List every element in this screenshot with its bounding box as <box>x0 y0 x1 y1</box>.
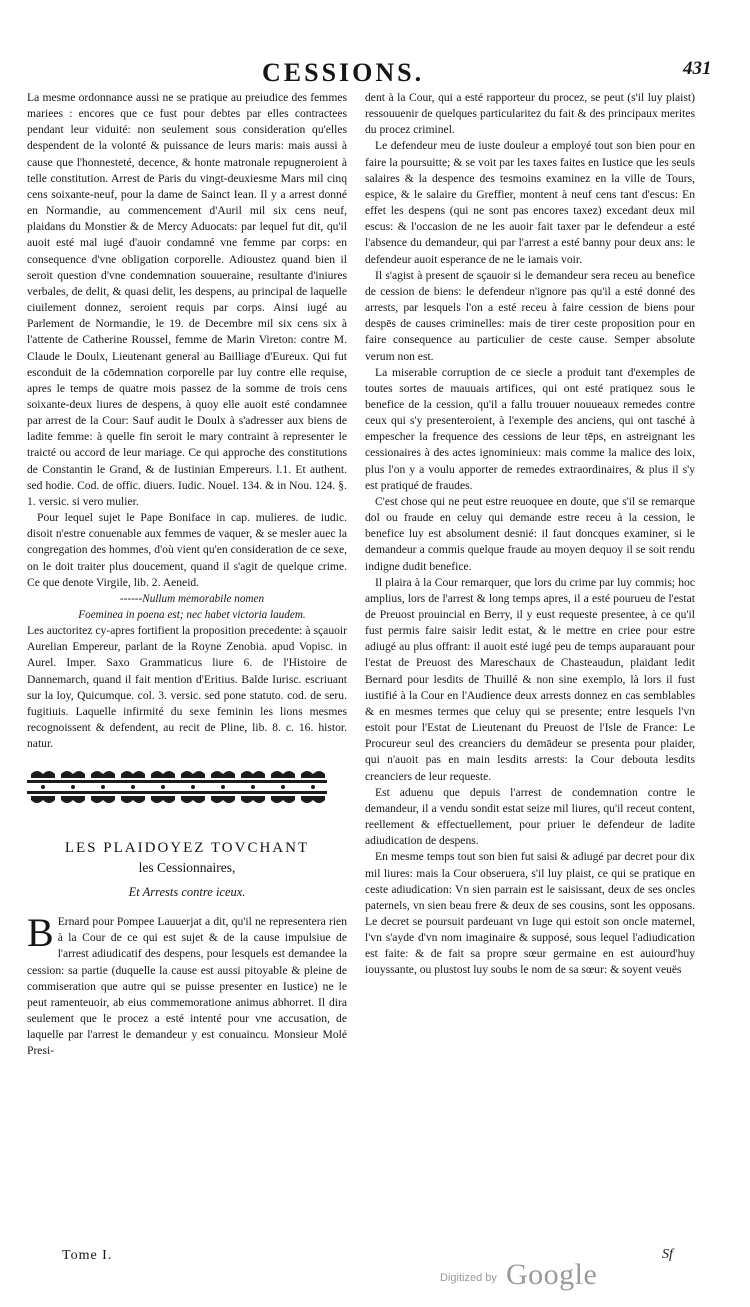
verse-line: ------Nullum memorabile nomen <box>119 592 265 605</box>
paragraph: La mesme ordonnance aussi ne se pratique au preiudice des femmes mariees : encores que ce fust pour debtes par elles contractees pendant leur viduité: non seulement sous consideration qu'elles despendent de la volonté & puissance de leurs maris: mais aussi à cause que l'honnesteté, decence, & honte matronale repugneroient à telle constitution. Arrest de Paris du vingt-deuxiesme Mars mil cinq cens soixante-neuf, pour la dame de Sainct Iean. Il y a arrest donné en Normandie, au commencement d'Auril mil six cens neuf, plaidans du Monstier & de Mercy Aduocats: par lequel fut dit, qu'il auoit esté mal iugé d'auoir condamné vne femme par corps: en consequence d'vne obligation corporelle. Adioustez quand bien il seroit question d'vne condemnation souueraine, resultante d'iniures verbales, de delit, & quasi delit, les despens, au principal de laquelle ciuilement donnez, seroient requis par corps. Ainsi iugé au Parlement de Normandie, le 19. de Decembre mil six cens six à l'attente de Catherine Roussel, femme de Marin Vireton: contre M. Claude le Doulx, Lieutenant general au Bailliage d'Eureux. Qui fut esconduit de la cōdemnation corporelle par luy contre elle requise, apres le temps de quatre mois passez de la somme de trois cens soixante-deux liures de despens, à quoy elle auoit esté condamnee par arrest de la Cour: Sauf audit le Doulx à s'adresser aux biens de ladite femme: à quelle fin seroit le mary contraint à representer le traicté ou accord de leur mariage. Ce qui approche des constitutions de Constantin le Grand, & de Iustinian Empereurs. l.1. Et authent. sed hodie. Cod. de offic. diuers. Iudic. Nouel. 134. & in Nou. 124. §. 1. versic. si vero mulier. <box>27 91 347 508</box>
paragraph: Est aduenu que depuis l'arrest de condemnation contre le demandeur, il a vendu sondit estat seize mil liures, qu'il receut content, reellement & effectuellement, pour priuer le defendeur de ladite adiudication de despens. <box>365 785 695 848</box>
opening-paragraph <box>27 910 347 1059</box>
paragraph: En mesme temps tout son bien fut saisi & adiugé par decret pour dix mil liures: mais la Cour obseruera, s'il luy plaist, ce qui se pratique en ceste adiudication: Vn sien parrain est le saisissant, deux de ses oncles paternels, vn sien beau frere & deux de ses cousins, sont les opposans. Le decret se poursuit pardeuant vn Iuge qui estoit son oncle maternel, l'vn s'ayde d'vn nom imaginaire & supposé, sous lequel l'adiudication est faite: & de fait sa propre sœur germaine en est auiourd'huy iouyssante, ou plustost luy soubs le nom de sa sœur: & soyent veuës <box>365 850 695 977</box>
paragraph: C'est chose qui ne peut estre reuoquee en doute, que s'il se remarque dol ou fraude en celuy qui demande estre receu à la cession, le benefice luy est absolument desnié: il faut doncques examiner, si le demandeur a commis quelque fraude au moyen dequoy il se soit rendu indigne dudit benefice. <box>365 494 695 573</box>
running-title: CESSIONS. <box>262 58 425 87</box>
paragraph: Pour lequel sujet le Pape Boniface in cap. mulieres. de iudic. disoit n'estre conuenable aux femmes de vaquer, & se mesler auec la congregation des hommes, d'où vient qu'en consideration de ce sexe, on le doit traiter plus doucement, quand il s'agit de quelque crime. Ce que denote Virgile, lib. 2. Aeneid. <box>27 511 347 589</box>
paragraph: Les auctoritez cy-apres fortifient la proposition precedente: à sçauoir Aurelian Empereur, parlant de la Royne Zenobia. apud Vopisc. in Aurel. Imper. Saxo Grammaticus liure 6. de l'Histoire de Dannemarch, quand il fait mention d'Eritius. Balde Iurisc. escriuant sur la loy, Quicumque. col. 3. versic. sed pone statuto. cod. de seru. fugitiuis. Laquelle infirmité du sexe feminin les lions mesmes recognoissent & defendent, au recit de Pline, lib. 8. c. 16. histor. natur. <box>27 624 347 751</box>
paragraph: La miserable corruption de ce siecle a produit tant d'exemples de toutes sortes de mauuais artifices, qui ont esté pratiquez sous le benefice de la cession, qu'il a fallu trouuer nouueaux remedes contre ceux qui s'y presenteroient, à l'exemple des anciens, qui ont tasché à empescher la frequence des cessions de leur tēps, en astreignant les cessionaires à des actes ignominieux: mais comme la malice des loix, plus l'on y a voulu apporter de remedes extraordinaires, & plus il s'y est pratiqué de fraudes. <box>365 365 695 492</box>
signature-mark: Sf <box>662 1247 673 1262</box>
verse-line: Foeminea in poena est; nec habet victoria laudem. <box>78 609 306 621</box>
paragraph: Le defendeur meu de iuste douleur a employé tout son bien pour en faire la poursuitte; & se voit par les taxes faites en Iustice que les seuls salaires & la despence des tesmoins examinez en la ville de Tours, espice, & le salaire du Greffier, montent à neuf cens tant d'escus: En effet les despens (qui ne sont pas encores taxez) excedant deux mil escus: & l'occasion de ne les auoir fait taxer par le defendeur a esté l'absence du demandeur, qui par l'arrest a esté banny pour deux ans: le defendeur auoit esperance de ne le iamais voir. <box>365 139 695 266</box>
watermark-prefix: Digitized by <box>440 1272 497 1284</box>
paragraph: Il s'agist à present de sçauoir si le demandeur sera receu au benefice de cession de biens: le defendeur n'ignore pas qu'il a esté donné des arrests, par lesquels l'on a esté receu à faire cession de biens pour despēs de causes criminelles: mais de tirer ceste proposition pour en faire consequence au particulier de ceste cause. Semper absolute verum non est. <box>365 268 695 363</box>
section-subheading: les Cessionnaires, <box>138 859 236 875</box>
google-logo: Google <box>506 1258 598 1291</box>
page-number: 431 <box>683 58 712 79</box>
right-column <box>365 90 695 979</box>
left-column <box>27 90 347 1059</box>
paragraph: Il plaira à la Cour remarquer, que lors du crime par luy commis; hoc amplius, lors de l'arrest & long temps apres, il a esté pourueu de l'estat de Preuost prouincial en Berry, il y eust requeste presentee, à ce qu'il fust permis faire saisir ledit estat, & le mettre en criee pour estre adiugé au plus offrant: il auoit esté iugé peu de temps auparauant pour l'estat de Preuost des Mareschaux de Chasteaudun, plaidant ledit Bernard pour lesdits de Thuillé & non sine exemplo, là lors il fust iustifié à la Cour en l'Audience deux arrests donnez en cas semblables & en mesmes termes que celuy qui se presente; entre lesquels l'vn estoit pour l'Estat de Lieutenant du Preuost de l'Isle de France: Le Procureur seul des creanciers du demādeur se presenta pour plaider, qui n'auoit pas en main lesdits arrests: la Cour debouta lesdits creanciers de leur requeste. <box>365 575 695 783</box>
drop-cap: B <box>27 910 54 956</box>
paragraph: dent à la Cour, qui a esté rapporteur du procez, se peut (s'il luy plaist) ressouuenir de quelques particularitez du fait & des principaux merites du procez criminel. <box>365 91 695 137</box>
volume-label: Tome I. <box>62 1248 113 1263</box>
section-subheading-italic: Et Arrests contre iceux. <box>128 884 246 899</box>
decorative-ornament-band <box>27 766 327 808</box>
digitized-watermark <box>440 1256 600 1296</box>
paragraph-text: Ernard pour Pompee Lauuerjat a dit, qu'il ne representera rien à la Cour de ce qui est sujet & de la cause impulsiue de l'arrest adiudicatif des despens, pour lesquels est demandee la cession: sa partie (duquelle la cause est aussi pitoyable & pleine de commiseration que autre qui se puisse presenter en Iustice) ne le peut ramenteuoir, ab eius commemoratione animus abhorret. Il dira seulement que le procez a esté intenté pour vne accusation, de laquelle par l'arrest le demandeur y est conuaincu. Monsieur Molé Presi- <box>27 915 347 1058</box>
section-heading: LES PLAIDOYEZ TOVCHANT <box>64 839 310 856</box>
